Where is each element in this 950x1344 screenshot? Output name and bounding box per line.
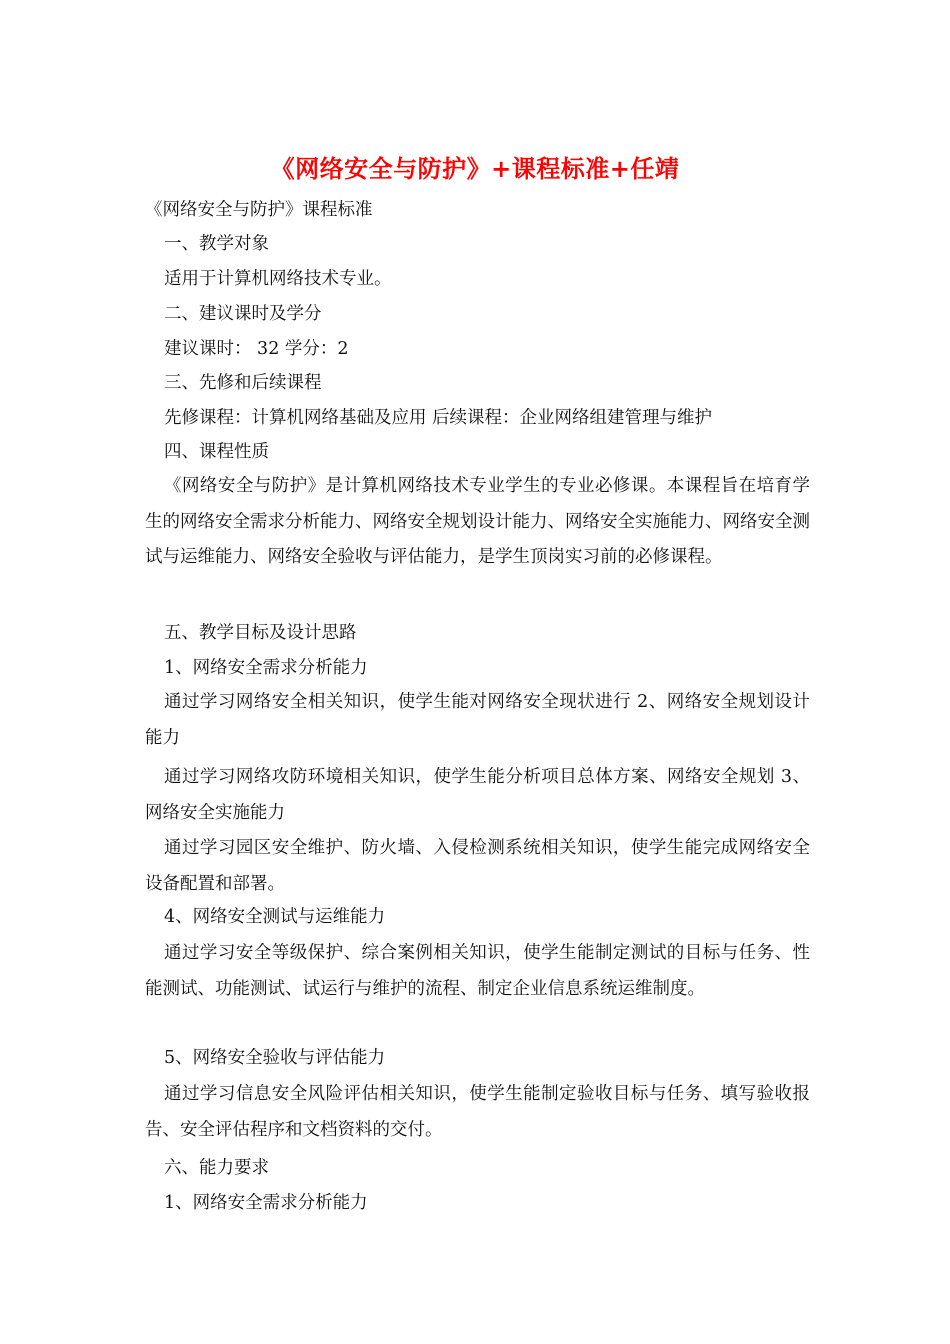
section-2-heading: 二、建议课时及学分 xyxy=(164,304,322,324)
section-5-item-1-paragraph: 通过学习网络安全相关知识，使学生能对网络安全现状进行 2、网络安全规划设计能力 xyxy=(145,692,810,748)
section-4-paragraph: 《网络安全与防护》是计算机网络技术专业学生的专业必修课。本课程旨在培育学生的网络安全需求分析能力、网络安全规划设计能力、网络安全实施能力、网络安全测试与运维能力、网络安全验收与评估能力，是学生顶岗实习前的必修课程。 xyxy=(145,476,810,567)
section-3-text: 先修课程：计算机网络基础及应用 后续课程：企业网络组建管理与维护 xyxy=(164,408,713,428)
section-6-heading: 六、能力要求 xyxy=(164,1158,269,1178)
document-subtitle: 《网络安全与防护》课程标准 xyxy=(145,200,373,220)
section-5-item-2-paragraph: 通过学习网络攻防环境相关知识，使学生能分析项目总体方案、网络安全规划 3、网络安全实施能力 xyxy=(145,767,810,823)
section-5-item-5: 5、网络安全验收与评估能力 xyxy=(164,1048,386,1068)
document-title: 《网络安全与防护》+课程标准+任靖 xyxy=(270,154,680,183)
section-2-text: 建议课时： 32 学分：2 xyxy=(164,339,349,359)
section-1-text: 适用于计算机网络技术专业。 xyxy=(164,269,392,289)
section-5-item-1: 1、网络安全需求分析能力 xyxy=(164,658,368,678)
section-6-item-1: 1、网络安全需求分析能力 xyxy=(164,1193,368,1213)
section-5-item-3-paragraph: 通过学习园区安全维护、防火墙、入侵检测系统相关知识，使学生能完成网络安全设备配置和部署。 xyxy=(145,838,810,894)
section-4-heading: 四、课程性质 xyxy=(164,442,269,462)
section-5-item-4-paragraph: 通过学习安全等级保护、综合案例相关知识，使学生能制定测试的目标与任务、性能测试、功能测试、试运行与维护的流程、制定企业信息系统运维制度。 xyxy=(145,943,810,999)
section-5-item-5-paragraph: 通过学习信息安全风险评估相关知识，使学生能制定验收目标与任务、填写验收报告、安全评估程序和文档资料的交付。 xyxy=(145,1084,810,1140)
section-5-heading: 五、教学目标及设计思路 xyxy=(164,623,357,643)
section-5-item-4: 4、网络安全测试与运维能力 xyxy=(164,907,386,927)
section-3-heading: 三、先修和后续课程 xyxy=(164,373,322,393)
section-1-heading: 一、教学对象 xyxy=(164,234,269,254)
